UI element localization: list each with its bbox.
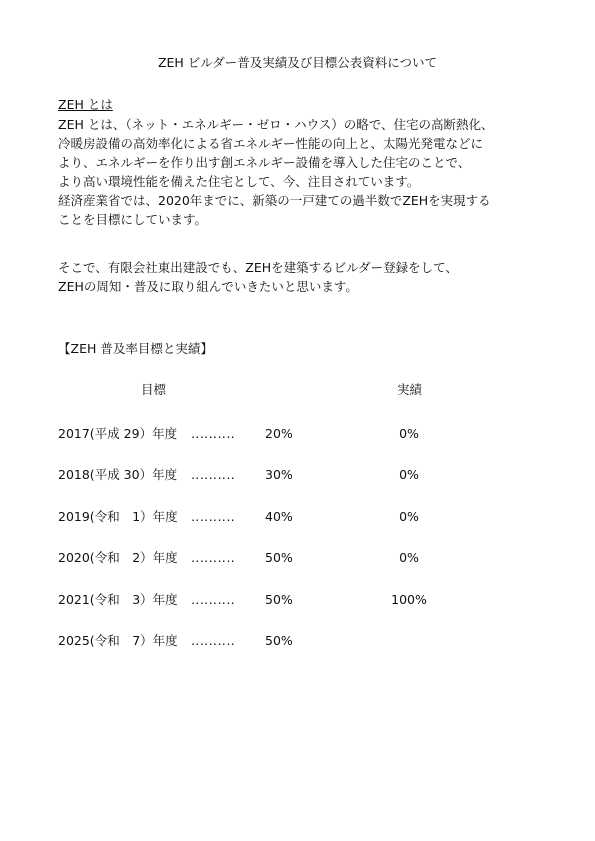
row-year: 2020(令和 2）年度 [58,550,178,565]
row-actual: 0% [399,509,419,524]
row-actual: 0% [399,426,419,441]
paragraph-line: 冷暖房設備の高効率化による省エネルギー性能の向上と、太陽光発電などに [58,136,484,151]
row-year: 2025(令和 7）年度 [58,633,178,648]
paragraph-line: 経済産業省では、2020年までに、新築の一戸建ての過半数でZEHを実現する [58,193,491,208]
table-row [0,549,595,567]
leader-dots: ‥‥‥‥‥ [191,633,236,648]
paragraph-line: ZEHの周知・普及に取り組んでいきたいと思います。 [58,279,358,294]
row-year: 2017(平成 29）年度 [58,426,178,441]
table-row [0,466,595,484]
column-header-actual: 実績 [397,382,423,397]
section-heading-zeh: ZEH とは [58,97,113,112]
row-target: 50% [265,550,293,565]
table-row [0,508,595,526]
paragraph-line: そこで、有限会社東出建設でも、ZEHを建築するビルダー登録をして、 [58,260,458,275]
document-title: ZEH ビルダー普及実績及び目標公表資料について [157,55,438,70]
leader-dots: ‥‥‥‥‥ [191,509,236,524]
leader-dots: ‥‥‥‥‥ [191,550,236,565]
table-row [0,632,595,650]
leader-dots: ‥‥‥‥‥ [191,467,236,482]
column-header-target: 目標 [141,382,167,397]
table-row [0,591,595,609]
row-actual: 100% [391,592,427,607]
row-target: 40% [265,509,293,524]
paragraph-line: ことを目標にしています。 [58,212,208,227]
paragraph-company-commitment [58,258,458,296]
row-target: 50% [265,592,293,607]
row-year: 2018(平成 30）年度 [58,467,178,482]
row-year: 2021(令和 3）年度 [58,592,178,607]
paragraph-line: より、エネルギーを作り出す創エネルギー設備を導入した住宅のことで、 [58,155,471,170]
row-target: 30% [265,467,293,482]
paragraph-line: より高い環境性能を備えた住宅として、今、注目されています。 [58,174,420,189]
leader-dots: ‥‥‥‥‥ [191,592,236,607]
paragraph-zeh-definition [58,115,493,229]
row-target: 50% [265,633,293,648]
row-actual: 0% [399,550,419,565]
table-heading: 【ZEH 普及率目標と実績】 [58,341,213,356]
paragraph-line: ZEH とは、（ネット・エネルギー・ゼロ・ハウス）の略で、住宅の高断熱化、 [58,117,494,132]
row-year: 2019(令和 1）年度 [58,509,178,524]
leader-dots: ‥‥‥‥‥ [191,426,236,441]
row-actual: 0% [399,467,419,482]
table-row [0,425,595,443]
row-target: 20% [265,426,293,441]
